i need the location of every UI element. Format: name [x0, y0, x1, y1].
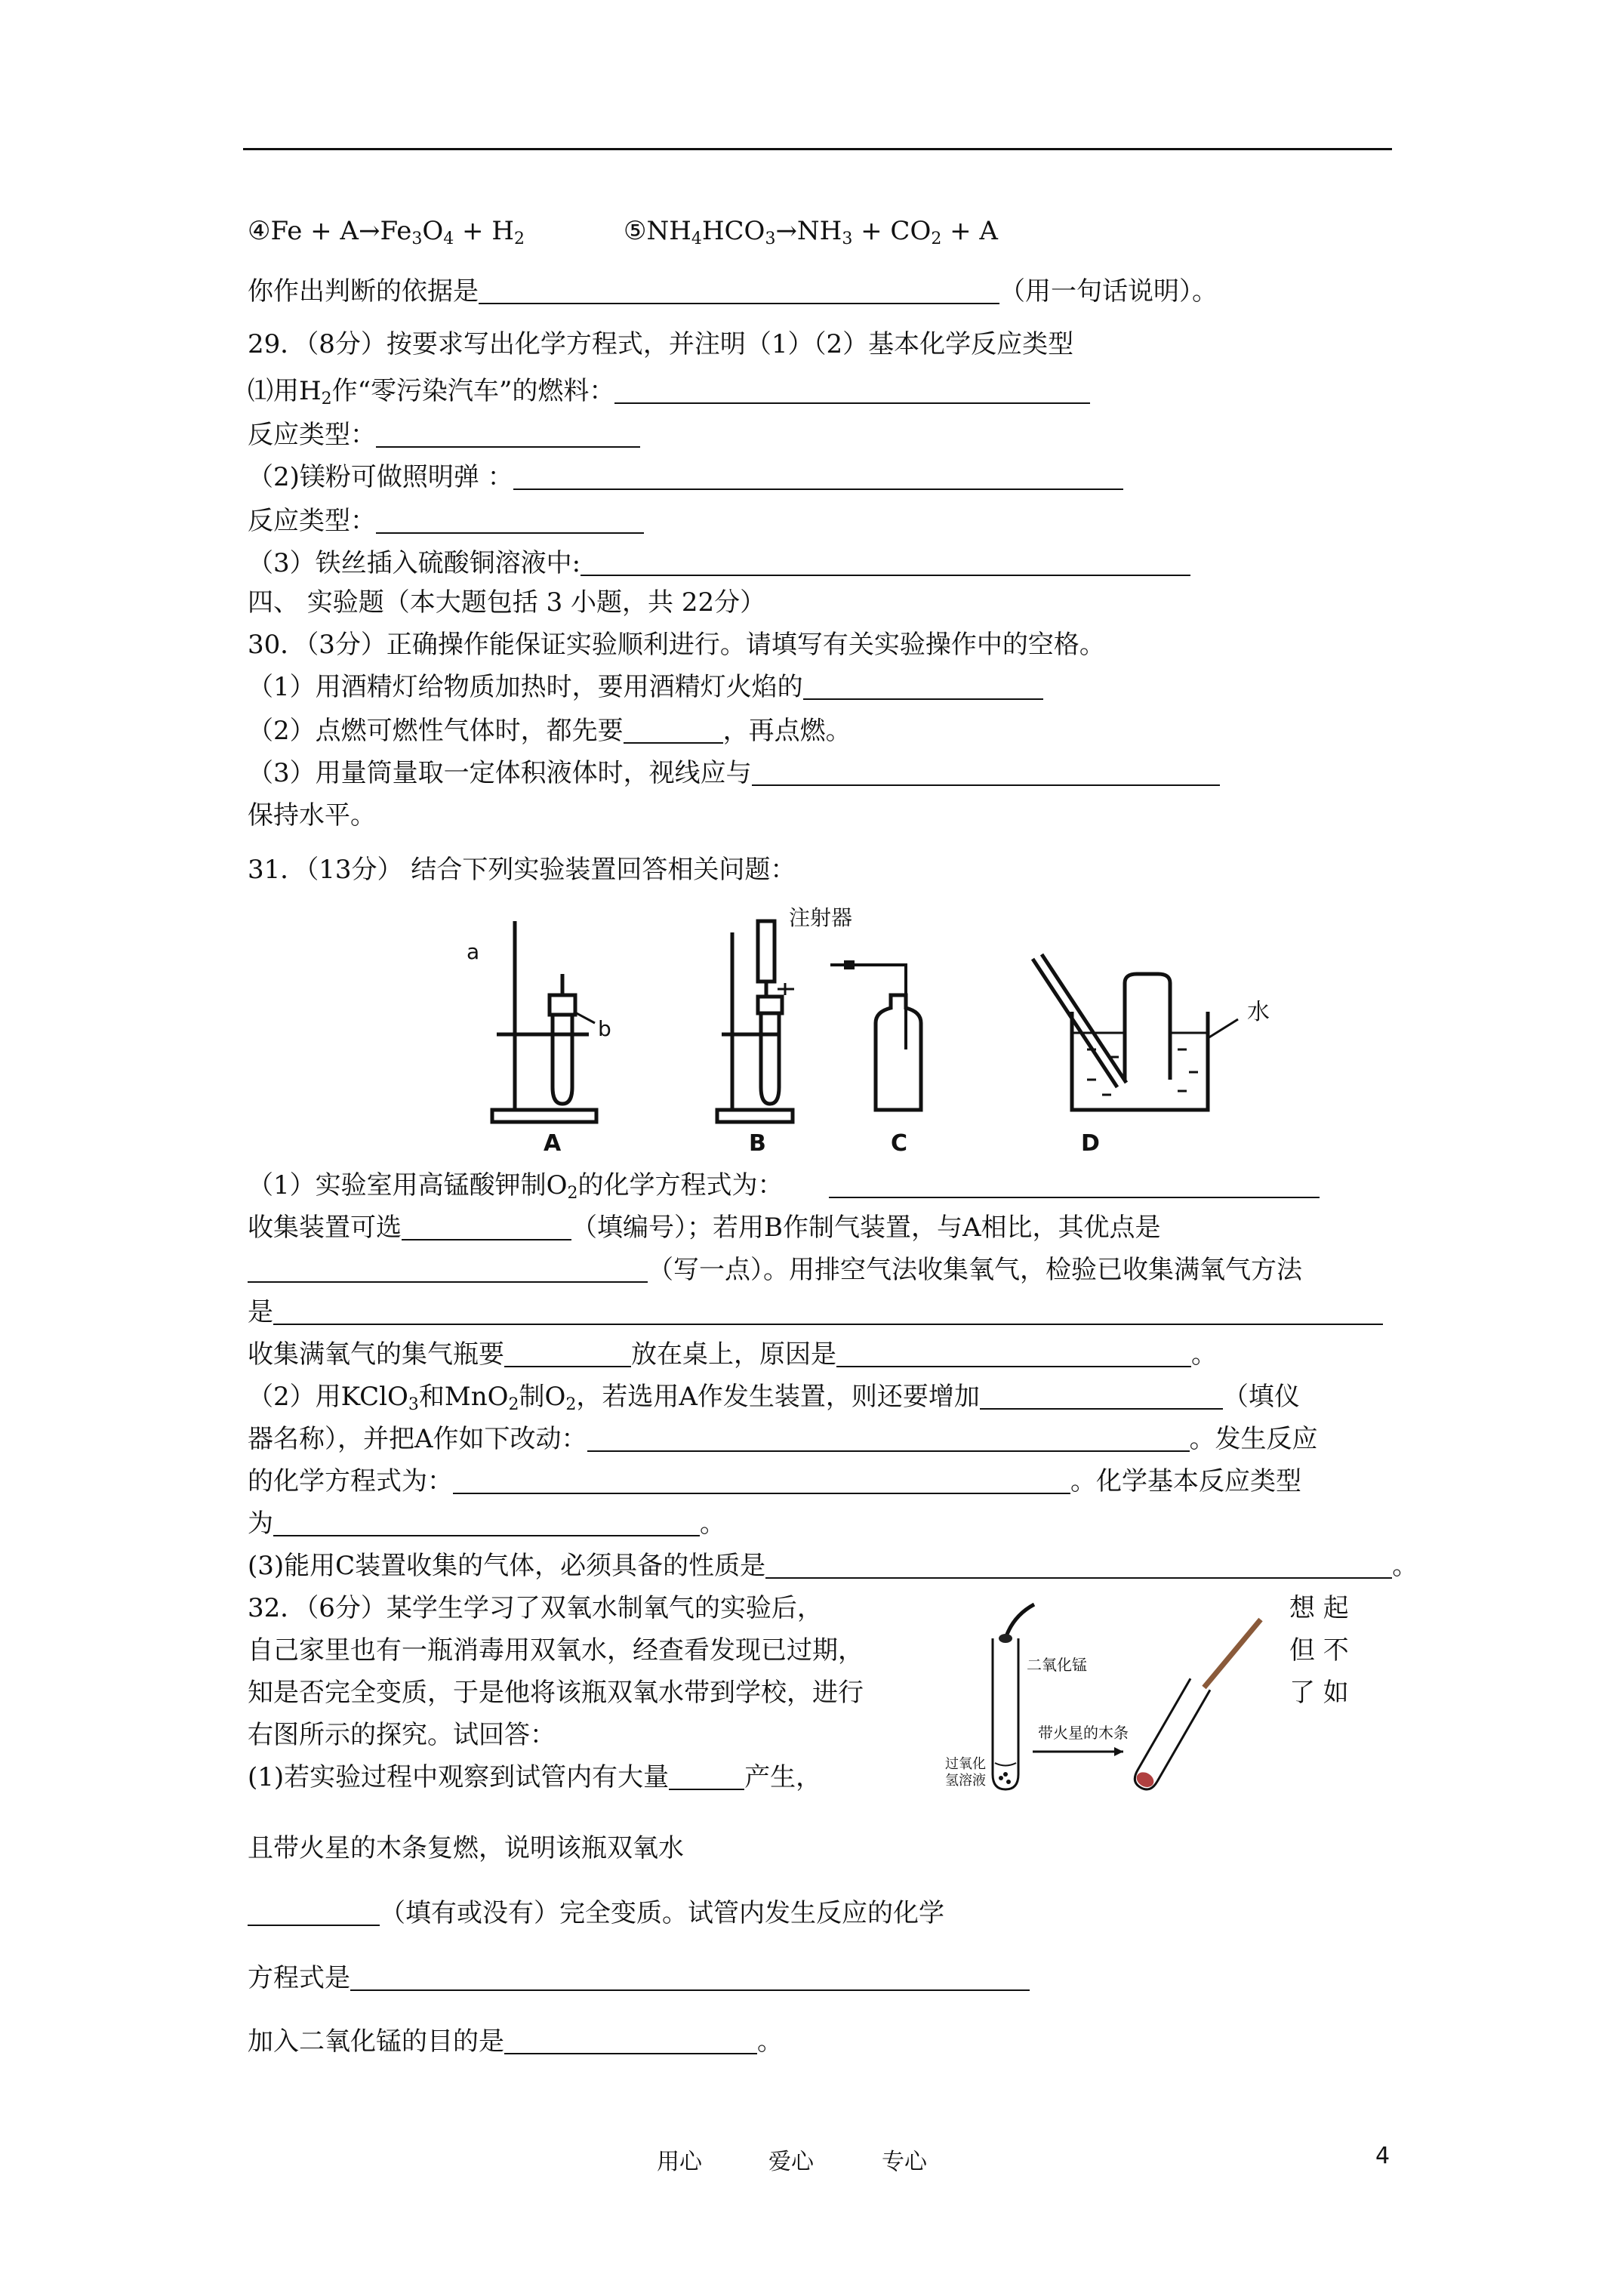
q31-line-1: （1）实验室用高锰酸钾制$O_2$的化学方程式为： — [248, 1167, 1320, 1203]
spoon — [1006, 1604, 1034, 1638]
label-h2o2-1: 过氧化 — [945, 1756, 986, 1772]
q32-line-3: 知是否完全变质，于是他将该瓶双氧水带到学校，进行 — [248, 1678, 864, 1708]
answer-blank[interactable] — [669, 1761, 744, 1790]
answer-blank[interactable] — [504, 2026, 757, 2054]
q32-line-3-right: 了 如 — [1289, 1678, 1349, 1708]
label-B: B — [749, 1130, 766, 1155]
q32-line-8: 方程式是 — [248, 1960, 1030, 1996]
footer-word-3: 专心 — [882, 2149, 927, 2175]
answer-blank[interactable] — [765, 1550, 1392, 1579]
q31-line-2: 收集装置可选 （填编号）；若用B作制气装置，与A相比，其优点是 — [248, 1213, 1161, 1243]
answer-blank[interactable] — [376, 419, 640, 448]
answer-blank[interactable] — [752, 757, 1220, 786]
footer-word-1: 用心 — [657, 2149, 702, 2175]
q30-item-2: （2）点燃可燃性气体时，都先要 ，再点燃。 — [248, 716, 852, 746]
q32-line-9: 加入二氧化锰的目的是 。 — [248, 2026, 783, 2057]
footer-word-2: 爱心 — [768, 2149, 814, 2175]
label-D: D — [1081, 1130, 1100, 1155]
q32-line-1: 32．（6分）某学生学习了双氧水制氧气的实验后， — [248, 1593, 823, 1623]
q29-item-1: ⑴用$H_2$作“零污染汽车”的燃料： — [248, 373, 1090, 409]
label-b: b — [598, 1016, 611, 1041]
q32-line-1-right: 想 起 — [1289, 1593, 1349, 1623]
answer-blank[interactable] — [581, 547, 1190, 576]
answer-blank[interactable] — [803, 671, 1043, 700]
answer-blank[interactable] — [980, 1381, 1223, 1410]
q29-header: 29．（8分）按要求写出化学方程式，并注明（1）（2）基本化学反应类型 — [248, 329, 1074, 359]
q29-reaction-type-1: 反应类型： — [248, 417, 640, 453]
answer-blank[interactable] — [350, 1962, 1030, 1991]
answer-blank[interactable] — [504, 1339, 631, 1367]
label-h2o2-2: 氢溶液 — [945, 1773, 986, 1789]
q31-line-5: 收集满氧气的集气瓶要 放在桌上，原因是 。 — [248, 1339, 1217, 1370]
apparatus-c — [830, 960, 921, 1110]
q30-header: 30．（3分）正确操作能保证实验顺利进行。请填写有关实验操作中的空格。 — [248, 630, 1105, 660]
q28-equation-5: $⑤NH_4HCO_3\to NH_3 + CO_2 + A$ — [624, 216, 998, 248]
header-rule — [243, 148, 1392, 150]
q31-line-7: 器名称），并把A作如下改动： 。发生反应 — [248, 1424, 1318, 1454]
q32-line-4: 右图所示的探究。试回答： — [248, 1720, 556, 1750]
q32-line-6: 且带火星的木条复燃，说明该瓶双氧水 — [248, 1833, 684, 1863]
q30-item-1: （1）用酒精灯给物质加热时，要用酒精灯火焰的 — [248, 669, 1043, 705]
label-C: C — [891, 1130, 908, 1155]
section-4-heading: 四、 实验题（本大题包括 3 小题，共 22分） — [248, 587, 766, 618]
q28-basis-line: 你作出判断的依据是 （用一句话说明）。 — [248, 276, 1218, 307]
answer-blank[interactable] — [376, 505, 644, 534]
q31-line-9: 为 。 — [248, 1509, 725, 1539]
answer-blank[interactable] — [624, 715, 723, 744]
q32-line-5: (1)若实验过程中观察到试管内有大量 产生， — [248, 1762, 822, 1792]
q30-item-3: （3）用量筒量取一定体积液体时，视线应与 — [248, 755, 1220, 791]
answer-blank[interactable] — [829, 1170, 1320, 1198]
q31-line-3: （写一点）。用排空气法收集氧气，检验已收集满氧气方法 — [248, 1252, 1302, 1288]
answer-blank[interactable] — [453, 1465, 1070, 1494]
label-syringe: 注射器 — [789, 905, 853, 930]
label-A: A — [544, 1130, 562, 1155]
answer-blank[interactable] — [273, 1508, 700, 1536]
wooden-splint — [1204, 1620, 1261, 1687]
q28-equation-4: ④Fe + $A\to Fe_3O_4 + H_2$ — [248, 216, 525, 248]
apparatus-a — [492, 921, 596, 1122]
q32-line-2-right: 但 不 — [1289, 1635, 1349, 1666]
q32-line-2: 自己家里也有一瓶消毒用双氧水，经查看发现已过期， — [248, 1635, 864, 1666]
q29-item-2: （2)镁粉可做照明弹 ： — [248, 459, 1123, 495]
q31-line-8: 的化学方程式为： 。化学基本反应类型 — [248, 1466, 1301, 1496]
q29-reaction-type-2: 反应类型： — [248, 503, 644, 539]
label-splint: 带火星的木条 — [1038, 1724, 1129, 1742]
q32-line-7: （填有或没有）完全变质。试管内发生反应的化学 — [248, 1895, 944, 1931]
page-number: 4 — [1375, 2143, 1390, 2169]
answer-blank[interactable] — [248, 1254, 648, 1283]
q32-figure — [936, 1601, 1404, 1804]
test-tube-2 — [1131, 1678, 1210, 1793]
answer-blank[interactable] — [273, 1296, 1383, 1325]
answer-blank[interactable] — [587, 1423, 1190, 1452]
apparatus-b — [717, 921, 794, 1122]
q31-line-6: （2）用KClO$_3$和MnO$_2$制$O_2$，若选用A作发生装置，则还要增加 （填仪 — [248, 1382, 1300, 1414]
test-tube-1 — [993, 1638, 1018, 1789]
q31-line-10: (3)能用C装置收集的气体，必须具备的性质是 。 — [248, 1551, 1418, 1581]
label-mno2: 二氧化锰 — [1027, 1656, 1087, 1674]
q31-line-4: 是 — [248, 1294, 1383, 1330]
label-a: a — [467, 939, 480, 964]
apparatus-d — [1033, 954, 1238, 1110]
answer-blank[interactable] — [614, 375, 1090, 404]
q30-item-3-cont: 保持水平。 — [248, 800, 376, 831]
apparatus-figure — [453, 898, 1434, 1155]
answer-blank[interactable] — [402, 1212, 571, 1240]
answer-blank[interactable] — [513, 461, 1123, 490]
answer-blank[interactable] — [836, 1339, 1191, 1367]
q29-item-3: （3）铁丝插入硫酸铜溶液中: — [248, 545, 1190, 581]
label-water: 水 — [1247, 999, 1270, 1025]
answer-blank[interactable] — [479, 276, 999, 304]
q31-header: 31．（13分） 结合下列实验装置回答相关问题： — [248, 855, 796, 885]
answer-blank[interactable] — [248, 1897, 380, 1926]
